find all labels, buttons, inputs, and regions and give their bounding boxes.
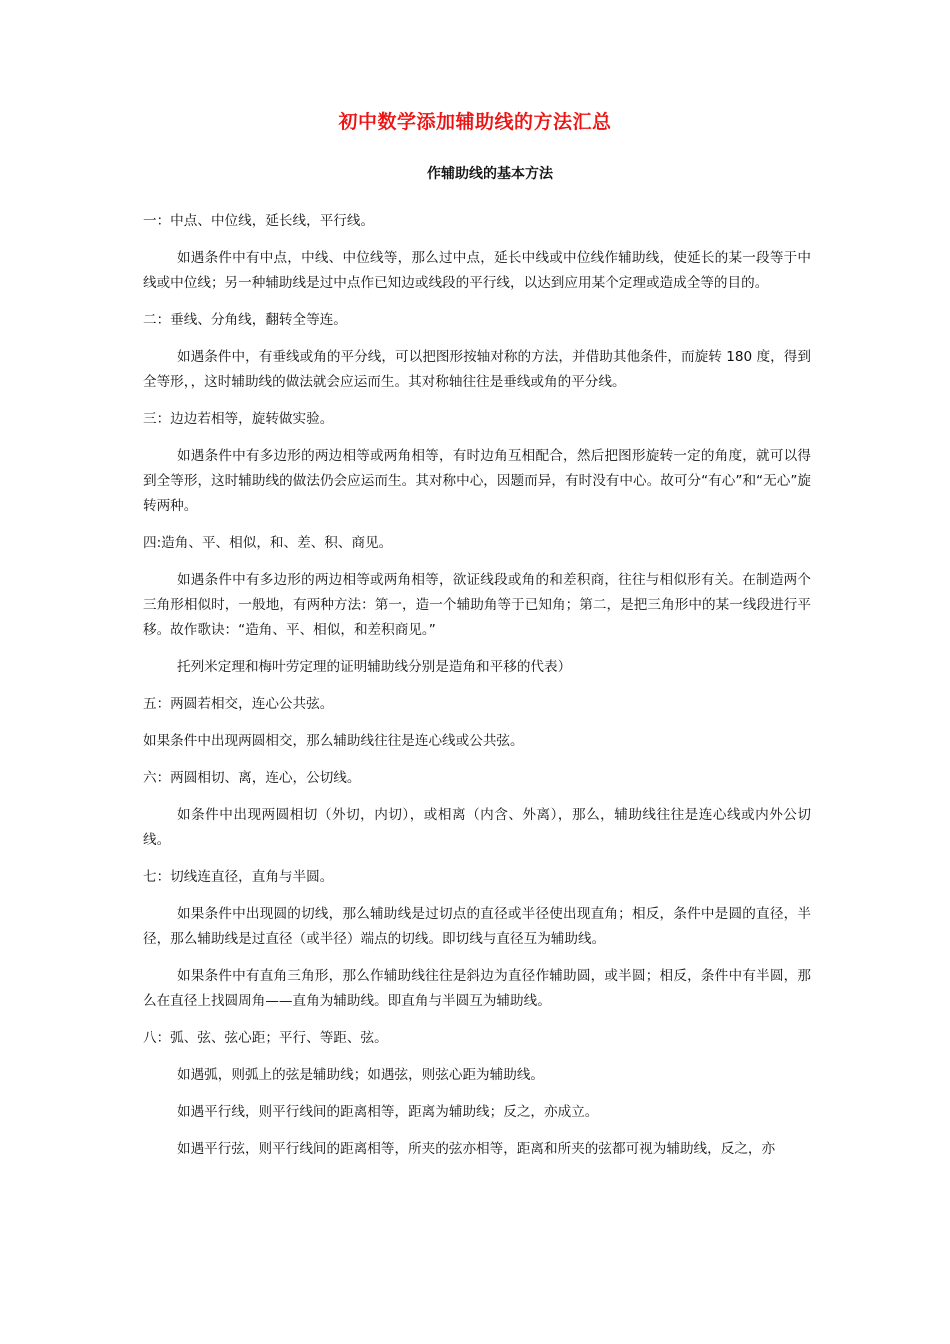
body-paragraph: 如遇平行线，则平行线间的距离相等，距离为辅助线；反之，亦成立。 xyxy=(177,1104,599,1120)
section-heading: 八：弧、弦、弦心距；平行、等距、弦。 xyxy=(143,1030,388,1046)
body-paragraph: 如遇平行弦，则平行线间的距离相等，所夹的弦亦相等，距离和所夹的弦都可视为辅助线，反之，亦 xyxy=(177,1141,776,1157)
document-subtitle: 作辅助线的基本方法 xyxy=(427,166,553,182)
section-heading: 七：切线连直径，直角与半圆。 xyxy=(143,869,334,885)
section-heading: 一：中点、中位线，延长线，平行线。 xyxy=(143,213,375,229)
body-paragraph: 如果条件中有直角三角形，那么作辅助线往往是斜边为直径作辅助圆，或半圆；相反，条件中有半圆，那么在直径上找圆周角——直角为辅助线。即直角与半圆互为辅助线。 xyxy=(143,968,811,1009)
section-heading: 五：两圆若相交，连心公共弦。 xyxy=(143,696,334,712)
section-heading: 三：边边若相等，旋转做实验。 xyxy=(143,411,334,427)
body-paragraph: 如遇弧，则弧上的弦是辅助线；如遇弦，则弦心距为辅助线。 xyxy=(177,1067,545,1083)
section-heading: 六：两圆相切、离，连心，公切线。 xyxy=(143,770,361,786)
section-heading: 如果条件中出现两圆相交，那么辅助线往往是连心线或公共弦。 xyxy=(143,733,524,749)
document-body xyxy=(143,209,811,1174)
body-paragraph: 如遇条件中有多边形的两边相等或两角相等，欲证线段或角的和差积商，往往与相似形有关。在制造两个三角形相似时，一般地，有两种方法：第一，造一个辅助角等于已知角；第二，是把三角形中的某一线段进行平移。故作歌诀：“造角、平、相似，和差积商见。” xyxy=(143,572,811,638)
section-heading: 四:造角、平、相似，和、差、积、商见。 xyxy=(143,535,393,551)
body-paragraph: 如遇条件中有多边形的两边相等或两角相等，有时边角互相配合，然后把图形旋转一定的角度，就可以得到全等形，这时辅助线的做法仍会应运而生。其对称中心，因题而异，有时没有中心。故可分“有心”和“无心”旋转两种。 xyxy=(143,448,811,514)
body-paragraph: 托列米定理和梅叶劳定理的证明辅助线分别是造角和平移的代表） xyxy=(177,659,572,675)
body-paragraph: 如遇条件中有中点，中线、中位线等，那么过中点，延长中线或中位线作辅助线，使延长的某一段等于中线或中位线；另一种辅助线是过中点作已知边或线段的平行线，以达到应用某个定理或造成全等的目的。 xyxy=(143,250,811,291)
body-paragraph: 如果条件中出现圆的切线，那么辅助线是过切点的直径或半径使出现直角；相反，条件中是圆的直径，半径，那么辅助线是过直径（或半径）端点的切线。即切线与直径互为辅助线。 xyxy=(143,906,811,947)
section-heading: 二：垂线、分角线，翻转全等连。 xyxy=(143,312,347,328)
document-title: 初中数学添加辅助线的方法汇总 xyxy=(338,111,612,133)
body-paragraph: 如条件中出现两圆相切（外切，内切），或相离（内含、外离），那么，辅助线往往是连心线或内外公切线。 xyxy=(143,807,811,848)
body-paragraph: 如遇条件中，有垂线或角的平分线，可以把图形按轴对称的方法，并借助其他条件，而旋转 180 度，得到全等形，，这时辅助线的做法就会应运而生。其对称轴往往是垂线或角的平分线。 xyxy=(143,349,811,390)
